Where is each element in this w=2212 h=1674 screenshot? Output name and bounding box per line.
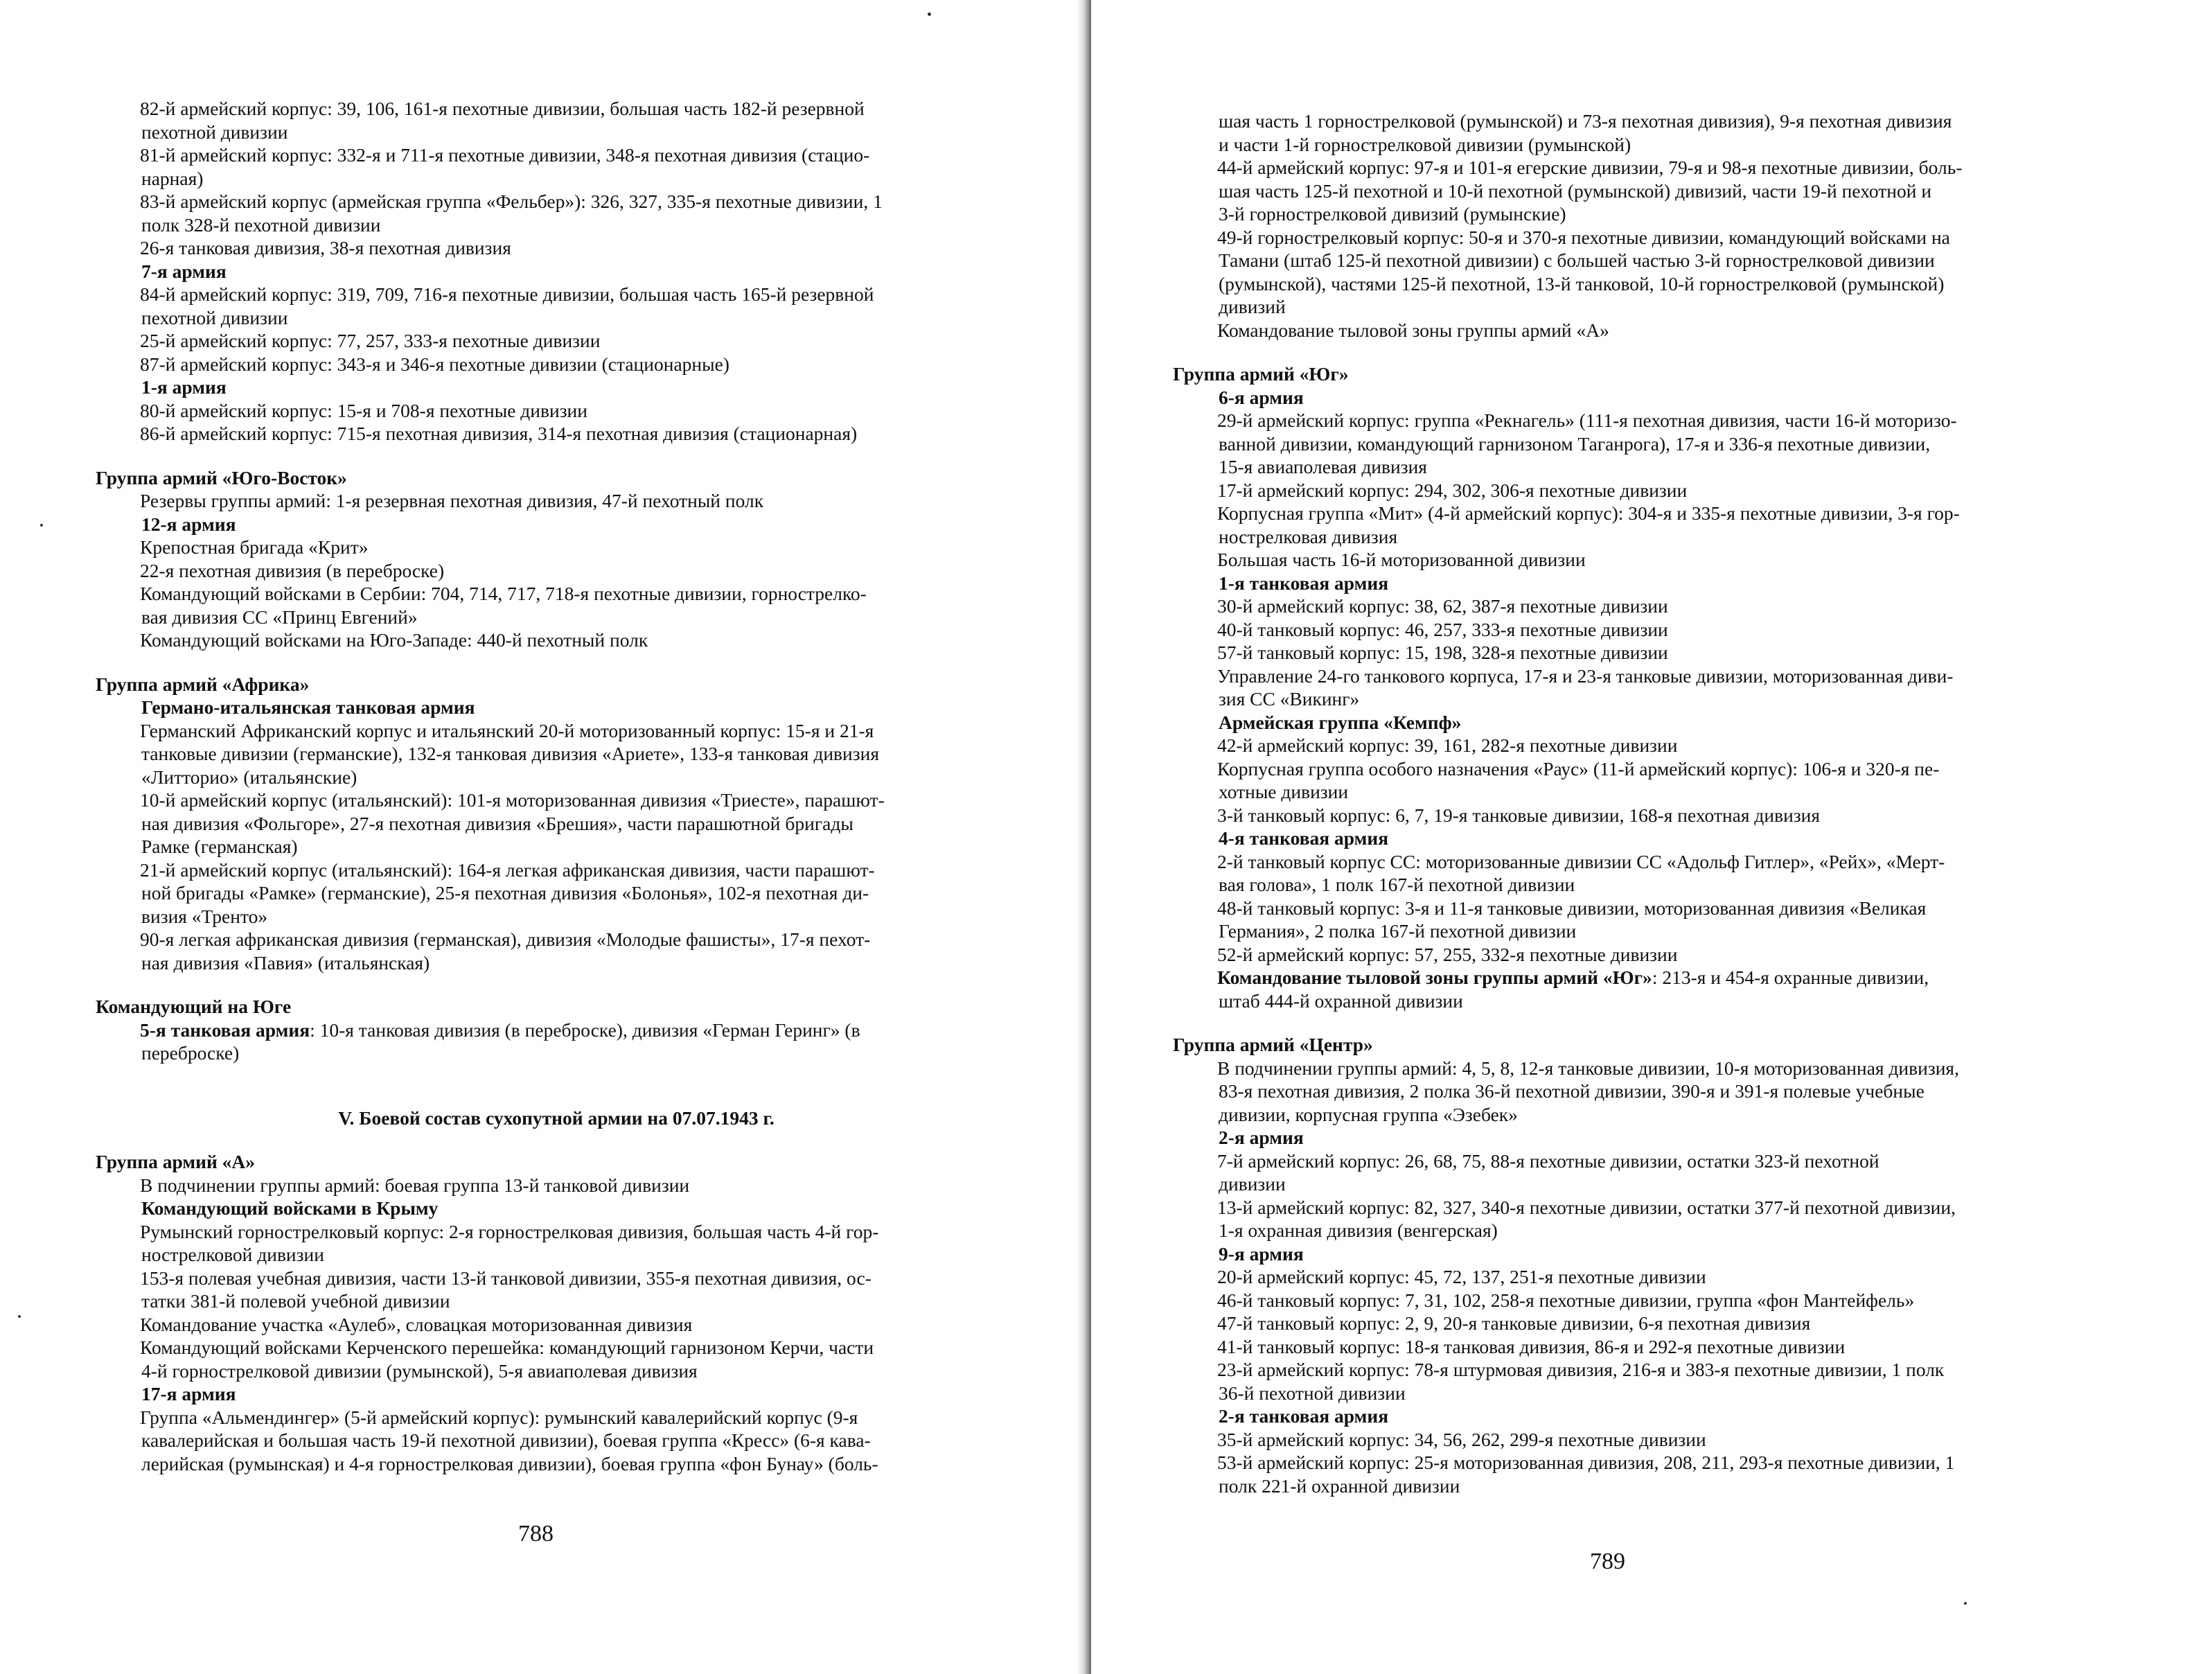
scan-speck — [928, 12, 931, 16]
army-group-heading: Группа армий «Юг» — [1173, 363, 1349, 385]
corps-entry: 90-я легкая африканская дивизия (германская), дивизия «Молодые фашисты», 17-я пехот- ная дивизия «Павия» (итальянская) — [140, 928, 871, 973]
corps-entry: Командование участка «Аулеб», словацкая моторизованная дивизия — [140, 1313, 693, 1335]
corps-entry: Резервы группы армий: 1-я резервная пехотная дивизия, 47-й пехотный полк — [140, 490, 764, 511]
army-group-heading: Группа армий «Юго-Восток» — [96, 466, 347, 488]
corps-entry: 153-я полевая учебная дивизия, части 13-й танковой дивизии, 355-я пехотная дивизия, ос- татки 381-й полевой учебной дивизии — [140, 1267, 871, 1312]
army-group-heading: Группа армий «Центр» — [1173, 1034, 1373, 1055]
army-group-heading: Группа армий «А» — [96, 1151, 256, 1172]
corps-entry: 83-й армейский корпус (армейская группа «Фельбер»): 326, 327, 335-я пехотные дивизии, 1 полк 328-й пехотной дивизии — [140, 191, 883, 236]
entry-mixed — [1166, 966, 2122, 1012]
corps-entry: 82-й армейский корпус: 39, 106, 161-я пехотные дивизии, большая часть 182-й резервной пехотной дивизии — [140, 98, 865, 143]
corps-entry: 47-й танковый корпус: 2, 9, 20-я танковые дивизии, 6-я пехотная дивизия — [1217, 1312, 1811, 1334]
army-heading: 7-я армия — [141, 260, 227, 282]
corps-entry: 29-й армейский корпус: группа «Рекнагель» (111-я пехотная дивизия, части 16-й моторизо- ванной дивизии, командующий гарнизоном Таганрога), 17-я и 336-я пехотные дивизии, 15-я авиаполевая дивизия — [1217, 409, 1957, 477]
corps-entry: 35-й армейский корпус: 34, 56, 262, 299-я пехотные дивизии — [1217, 1428, 1706, 1450]
army-heading: Германо-итальянская танковая армия — [141, 696, 475, 718]
corps-entry: 23-й армейский корпус: 78-я штурмовая дивизия, 216-я и 383-я пехотные дивизии, 1 полк 36-й пехотной дивизии — [1217, 1359, 1945, 1404]
corps-entry: В подчинении группы армий: боевая группа 13-й танковой дивизии — [140, 1174, 690, 1196]
corps-entry: 2-й танковый корпус СС: моторизованные дивизии СС «Адольф Гитлер», «Рейх», «Мерт- вая голова», 1 полк 167-й пехотной дивизии — [1217, 850, 1945, 895]
left-page-text — [89, 97, 1010, 1475]
army-heading: 9-я армия — [1219, 1242, 1304, 1265]
corps-entry: 42-й армейский корпус: 39, 161, 282-я пехотные дивизии — [1217, 734, 1678, 756]
corps-entry: 52-й армейский корпус: 57, 255, 332-я пехотные дивизии — [1217, 943, 1678, 965]
corps-entry: 20-й армейский корпус: 45, 72, 137, 251-я пехотные дивизии — [1217, 1266, 1706, 1287]
entry-bold-heading: 5-я танковая армия — [140, 1019, 310, 1041]
corps-entry: 25-й армейский корпус: 77, 257, 333-я пехотные дивизии — [140, 330, 601, 351]
right-page-text — [1166, 109, 2122, 1497]
corps-entry: 49-й горнострелковый корпус: 50-я и 370-я пехотные дивизии, командующий войсками на Тамани (штаб 125-й пехотной дивизии) с большей частью 3-й горнострелковой дивизии (румынской), частями 125-й пехотной, 13-й танковой, 10-й горнострелковой (румынской) дивизий — [1217, 226, 1950, 317]
entry-rest-text: : 10-я танковая дивизия (в переброске), дивизия «Герман Геринг» (в переброске) — [141, 1019, 860, 1064]
corps-entry: 13-й армейский корпус: 82, 327, 340-я пехотные дивизии, остатки 377-й пехотной дивизии, 1-я охранная дивизия (венгерская) — [1217, 1196, 1956, 1241]
corps-entry: Командующий войсками Керченского перешейка: командующий гарнизоном Керчи, части 4-й горнострелковой дивизии (румынской), 5-я авиаполевая дивизия — [140, 1337, 874, 1382]
continued-paragraph: шая часть 1 горнострелковой (румынской) и 73-я пехотная дивизия), 9-я пехотная дивизия и части 1-й горнострелковой дивизии (румынской) — [1219, 110, 1952, 155]
corps-entry: 46-й танковый корпус: 7, 31, 102, 258-я пехотные дивизии, группа «фон Мантейфель» — [1217, 1289, 1915, 1311]
corps-entry: Крепостная бригада «Крит» — [140, 536, 369, 558]
corps-entry: Корпусная группа особого назначения «Раус» (11-й армейский корпус): 106-я и 320-я пе- хотные дивизии — [1217, 757, 1940, 802]
army-group-heading: Группа армий «Африка» — [96, 673, 310, 695]
army-heading: 4-я танковая армия — [1219, 827, 1389, 849]
corps-entry: Командующий войсками в Сербии: 704, 714, 717, 718-я пехотные дивизии, горнострелко- вая дивизия СС «Принц Евгений» — [140, 583, 867, 628]
corps-entry: 80-й армейский корпус: 15-я и 708-я пехотные дивизии — [140, 399, 587, 421]
corps-entry: 30-й армейский корпус: 38, 62, 387-я пехотные дивизии — [1217, 595, 1668, 617]
corps-entry: 3-й танковый корпус: 6, 7, 19-я танковые дивизии, 168-я пехотная дивизия — [1217, 804, 1821, 826]
corps-entry: 17-й армейский корпус: 294, 302, 306-я пехотные дивизии — [1217, 479, 1688, 501]
corps-entry: 53-й армейский корпус: 25-я моторизованная дивизия, 208, 211, 293-я пехотные дивизии, 1 полк 221-й охранной дивизии — [1217, 1452, 1955, 1497]
corps-entry: Командующий войсками на Юго-Западе: 440-й пехотный полк — [140, 629, 648, 651]
army-heading: 2-я армия — [1219, 1127, 1304, 1148]
army-heading: 1-я танковая армия — [1219, 572, 1389, 594]
section-title: V. Боевой состав сухопутной армии на 07.07.1943 г. — [338, 1107, 775, 1129]
entry-rest-text: : 213-я и 454-я охранные дивизии, штаб 444-й охранной дивизии — [1219, 967, 1929, 1012]
army-heading: 6-я армия — [1219, 386, 1304, 408]
right-page-number: 789 — [1590, 1549, 1625, 1574]
army-heading: 12-я армия — [141, 513, 236, 535]
corps-entry: 22-я пехотная дивизия (в переброске) — [140, 559, 445, 581]
army-heading: Командующий войсками в Крыму — [141, 1197, 439, 1219]
corps-entry: 21-й армейский корпус (итальянский): 164-я легкая африканская дивизия, части парашют- ной бригады «Рамке» (германские), 25-я пехотная дивизия «Болонья», 102-я пехотная ди- визия «Тренто» — [140, 858, 875, 927]
corps-entry: Группа «Альмендингер» (5-й армейский корпус): румынский кавалерийский корпус (9-я кавалерийская и большая часть 19-й пехотной дивизии), боевая группа «Кресс» (6-я кава- лерийская (румынская) и 4-я горнострелковая дивизии), боевая группа «фон Бунау» (боль- — [140, 1406, 878, 1474]
army-heading: 1-я армия — [141, 376, 227, 398]
entry-mixed — [89, 1019, 1010, 1065]
army-group-heading: Командующий на Юге — [96, 996, 292, 1017]
corps-entry: 26-я танковая дивизия, 38-я пехотная дивизия — [140, 237, 511, 258]
corps-entry: Большая часть 16-й моторизованной дивизии — [1217, 549, 1586, 570]
corps-entry: 86-й армейский корпус: 715-я пехотная дивизия, 314-я пехотная дивизия (стационарная) — [140, 423, 858, 444]
scan-speck — [40, 524, 43, 527]
corps-entry: 87-й армейский корпус: 343-я и 346-я пехотные дивизии (стационарные) — [140, 353, 729, 375]
corps-entry: Румынский горнострелковый корпус: 2-я горнострелковая дивизия, большая часть 4-й гор- нострелковой дивизии — [140, 1220, 879, 1265]
corps-entry: 84-й армейский корпус: 319, 709, 716-я пехотные дивизии, большая часть 165-й резервной пехотной дивизии — [140, 283, 874, 328]
entry-bold-heading: Командование тыловой зоны группы армий «Юг» — [1217, 967, 1652, 988]
corps-entry: Управление 24-го танкового корпуса, 17-я и 23-я танковые дивизии, моторизованная диви- зия СС «Викинг» — [1217, 664, 1954, 710]
scan-speck — [1964, 1602, 1967, 1605]
army-heading: 17-я армия — [141, 1383, 236, 1404]
army-heading: Армейская группа «Кемпф» — [1219, 711, 1462, 733]
corps-entry: 48-й танковый корпус: 3-я и 11-я танковые дивизии, моторизованная дивизия «Великая Германия», 2 полка 167-й пехотной дивизии — [1217, 897, 1927, 942]
corps-entry: Корпусная группа «Мит» (4-й армейский корпус): 304-я и 335-я пехотные дивизии, 3-я гор- нострелковая дивизия — [1217, 502, 1960, 547]
corps-entry: 57-й танковый корпус: 15, 198, 328-я пехотные дивизии — [1217, 642, 1668, 663]
army-heading: 2-я танковая армия — [1219, 1405, 1389, 1427]
left-page-number: 788 — [518, 1521, 554, 1547]
corps-entry: 40-й танковый корпус: 46, 257, 333-я пехотные дивизии — [1217, 618, 1668, 640]
scan-speck — [18, 1315, 21, 1318]
right-page — [1091, 0, 2212, 1674]
corps-entry: 81-й армейский корпус: 332-я и 711-я пехотные дивизии, 348-я пехотная дивизия (стацио- нарная) — [140, 144, 870, 189]
corps-entry: В подчинении группы армий: 4, 5, 8, 12-я танковые дивизии, 10-я моторизованная дивизия, 83-я пехотная дивизия, 2 полка 36-й пехотной дивизии, 390-я и 391-я полевые учебные дивизии, корпусная группа «Эзебек» — [1217, 1057, 1959, 1125]
corps-entry: 41-й танковый корпус: 18-я танковая дивизия, 86-я и 292-я пехотные дивизии — [1217, 1335, 1846, 1357]
corps-entry: 7-й армейский корпус: 26, 68, 75, 88-я пехотные дивизии, остатки 323-й пехотной дивизии — [1217, 1149, 1879, 1195]
left-page — [0, 0, 1091, 1674]
corps-entry: 44-й армейский корпус: 97-я и 101-я егерские дивизии, 79-я и 98-я пехотные дивизии, боль- шая часть 125-й пехотной и 10-й пехотной (румынской) дивизий, части 19-й пехотной и 3-й горнострелковой дивизий (румынские) — [1217, 157, 1963, 224]
corps-entry: Командование тыловой зоны группы армий «А» — [1217, 319, 1609, 341]
corps-entry: Германский Африканский корпус и итальянский 20-й моторизованный корпус: 15-я и 21-я танковые дивизии (германские), 132-я танковая дивизия «Ариете», 133-я танковая дивизия «Литторио» (итальянские) — [140, 719, 879, 788]
corps-entry: 10-й армейский корпус (итальянский): 101-я моторизованная дивизия «Триесте», парашют- ная дивизия «Фольгоре», 27-я пехотная дивизия «Брешия», части парашютной бригады Рамке (германская) — [140, 789, 885, 857]
